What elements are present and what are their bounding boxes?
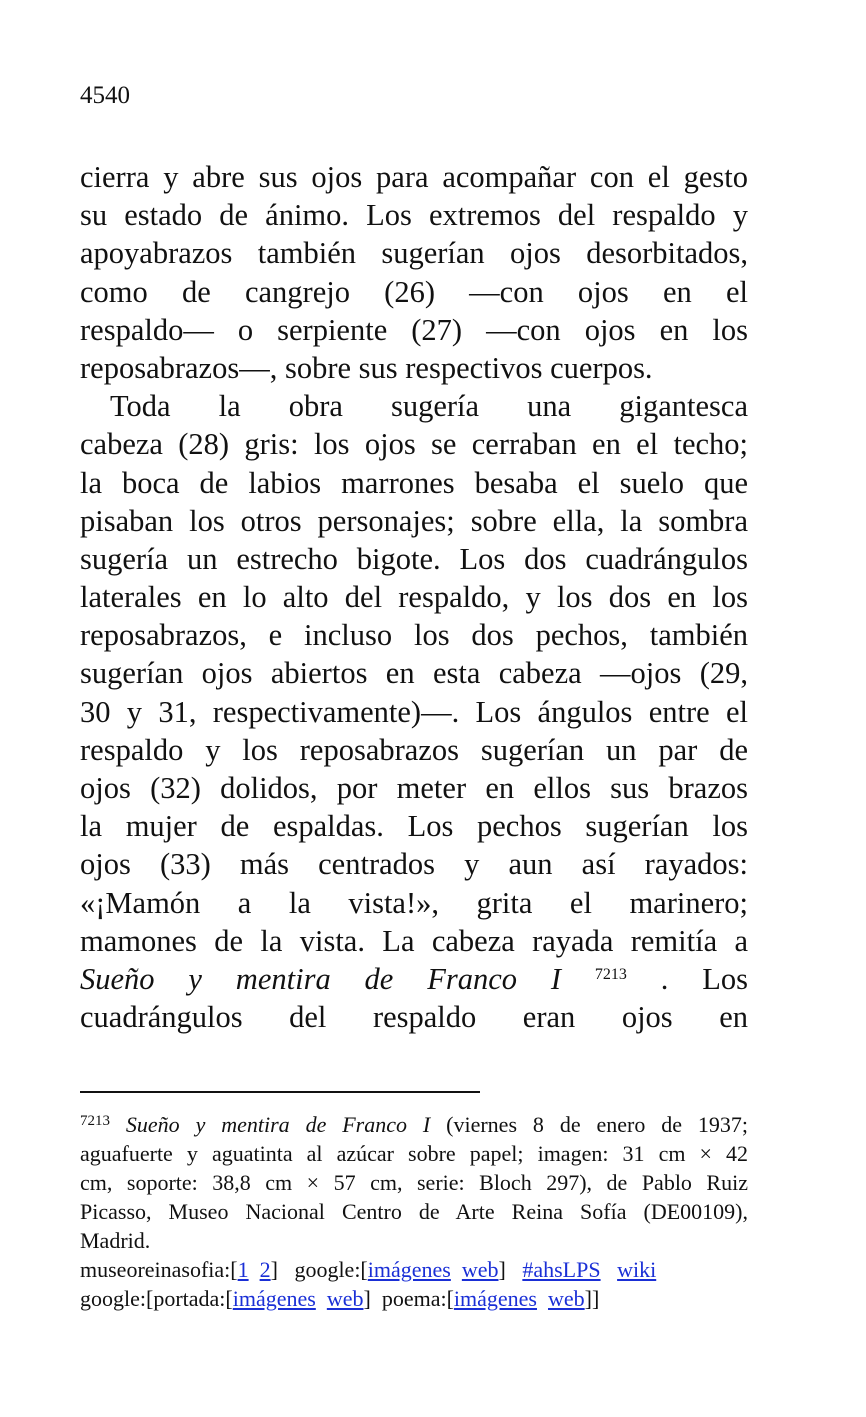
- body-line: su estado de ánimo. Los extremos del respaldo y: [80, 198, 748, 233]
- ahslps-link[interactable]: #ahsLPS: [522, 1257, 601, 1282]
- footnote-divider: [80, 1091, 480, 1093]
- wiki-link[interactable]: wiki: [617, 1257, 657, 1282]
- portada-label: google:[portada:[: [80, 1286, 233, 1311]
- footnote-reference[interactable]: 7213: [594, 965, 627, 983]
- poema-web-link[interactable]: web: [548, 1286, 585, 1311]
- body-line: laterales en lo alto del respaldo, y los dos en los: [80, 580, 748, 615]
- body-line: reposabrazos—, sobre sus respectivos cuerpos.: [80, 350, 653, 385]
- poema-label: poema:[: [381, 1286, 454, 1311]
- portada-images-link[interactable]: imágenes: [232, 1286, 316, 1311]
- bracket: ]: [498, 1257, 506, 1282]
- body-line: como de cangrejo (26) —con ojos en el: [80, 274, 748, 309]
- footnote-line: Picasso, Museo Nacional Centro de Arte Reina Sofía (DE00109),: [80, 1199, 748, 1224]
- body-line: respaldo— o serpiente (27) —con ojos en los: [80, 312, 748, 347]
- body-text: [80, 158, 748, 1036]
- body-line: ojos (33) más centrados y aun así rayados:: [80, 847, 748, 882]
- footnote-line: cm, soporte: 38,8 cm × 57 cm, serie: Bloch 297), de Pablo Ruiz: [80, 1170, 748, 1195]
- body-line: respaldo y los reposabrazos sugerían un par de: [80, 732, 748, 767]
- footnote-line: Madrid.: [80, 1228, 151, 1253]
- body-line: cierra y abre sus ojos para acompañar con el gesto: [80, 160, 748, 194]
- body-line-artwork: [80, 960, 748, 998]
- body-line: sugerían ojos abiertos en esta cabeza —ojos (29,: [80, 656, 748, 691]
- body-line: pisaban los otros personajes; sobre ella, la sombra: [80, 503, 748, 538]
- page-number: 4540: [80, 82, 130, 109]
- body-line: cuadrángulos del respaldo eran ojos en: [80, 1000, 748, 1035]
- footnote-artwork-title: Sueño y mentira de Franco I: [125, 1112, 431, 1137]
- footnote-line: [80, 1110, 748, 1139]
- body-line: la boca de labios marrones besaba el suelo que: [80, 465, 748, 500]
- google-images-link[interactable]: imágenes: [367, 1257, 451, 1282]
- body-line: mamones de la vista. La cabeza rayada remitía a: [80, 923, 748, 958]
- links-line-1: [80, 1255, 748, 1284]
- museo-link-1[interactable]: 1: [237, 1257, 249, 1282]
- poema-images-link[interactable]: imágenes: [453, 1286, 537, 1311]
- portada-web-link[interactable]: web: [326, 1286, 364, 1311]
- body-line: 30 y 31, respectivamente)—. Los ángulos entre el: [80, 694, 748, 729]
- body-line: ojos (32) dolidos, por meter en ellos sus brazos: [80, 771, 748, 805]
- body-line: la mujer de espaldas. Los pechos sugerían los: [80, 809, 748, 844]
- museo-label: museoreinasofia:[: [80, 1257, 238, 1282]
- body-line: sugería un estrecho bigote. Los dos cuadrángulos: [80, 541, 748, 576]
- footnote-block: [80, 1110, 748, 1313]
- body-line: apoyabrazos también sugerían ojos desorbitados,: [80, 236, 748, 271]
- museo-link-2[interactable]: 2: [259, 1257, 271, 1282]
- footnote-text: (viernes 8 de enero de 1937;: [446, 1112, 749, 1137]
- body-line: «¡Mamón a la vista!», grita el marinero;: [80, 885, 748, 920]
- google-label: google:[: [294, 1257, 368, 1282]
- links-line-2: [80, 1284, 748, 1313]
- body-line: cabeza (28) gris: los ojos se cerraban en el techo;: [80, 427, 748, 462]
- body-line: Toda la obra sugería una gigantesca: [110, 389, 748, 424]
- footnote-number: 7213: [80, 1113, 110, 1129]
- bracket: ]: [363, 1286, 371, 1311]
- body-line: reposabrazos, e incluso los dos pechos, también: [80, 618, 748, 653]
- bracket: ]]: [584, 1286, 600, 1311]
- artwork-title: Sueño y mentira de Franco I: [80, 961, 562, 996]
- google-web-link[interactable]: web: [461, 1257, 499, 1282]
- footnote-line: aguafuerte y aguatinta al azúcar sobre papel; imagen: 31 cm × 42: [80, 1141, 748, 1166]
- body-text-fragment: . Los: [660, 961, 749, 996]
- bracket: ]: [270, 1257, 278, 1282]
